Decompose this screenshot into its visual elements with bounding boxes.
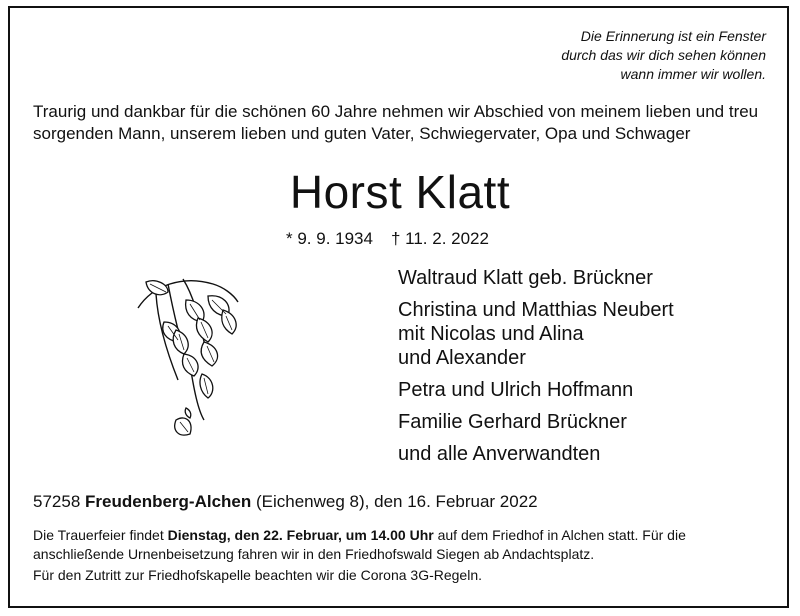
service-text-end: auf dem Friedhof in Alchen statt. Für die anschließende Urnenbeisetzung fahren wir in den Friedhofswald Siegen ab Andachtsplatz. [33,527,686,562]
signer-line: Petra und Ulrich Hoffmann [398,379,634,401]
death-date: † 11. 2. 2022 [390,229,489,248]
address-place: Freudenberg-Alchen [85,492,252,511]
signer-line: und alle Anverwandten [398,443,601,465]
quote-line: durch das wir dich sehen können [561,47,766,63]
address-zip: 57258 [33,492,81,511]
signer-group [398,266,758,290]
signer-group [398,410,758,434]
service-date: Dienstag, den 22. Februar, um 14.00 Uhr [167,527,434,543]
address-line [33,491,538,513]
signer-line: mit Nicolas und Alina [398,323,584,345]
signer-line: Christina und Matthias Neubert [398,299,674,321]
signer-line: Waltraud Klatt geb. Brückner [398,267,653,289]
funeral-service-notice [33,526,773,564]
signer-line: und Alexander [398,347,526,369]
quote-line: wann immer wir wollen. [620,66,766,82]
signer-group [398,298,758,370]
birth-date: * 9. 9. 1934 [286,229,373,248]
life-dates [286,228,507,250]
corona-notice: Für den Zutritt zur Friedhofskapelle beachten wir die Corona 3G-Regeln. [33,567,482,583]
birch-leaves-icon [128,270,248,450]
signer-group [398,378,758,402]
address-rest: (Eichenweg 8), den 16. Februar 2022 [256,492,538,511]
service-text-start: Die Trauerfeier findet [33,527,164,543]
memorial-quote [466,27,766,84]
signer-line: Familie Gerhard Brückner [398,411,627,433]
intro-text: Traurig und dankbar für die schönen 60 Jahre nehmen wir Abschied von meinem lieben und treu sorgenden Mann, unserem lieben und guten Vater, Schwiegervater, Opa und Schwager [33,102,759,143]
deceased-name: Horst Klatt [289,166,511,218]
signers-list [398,266,758,474]
quote-line: Die Erinnerung ist ein Fenster [580,28,766,44]
signer-group [398,442,758,466]
